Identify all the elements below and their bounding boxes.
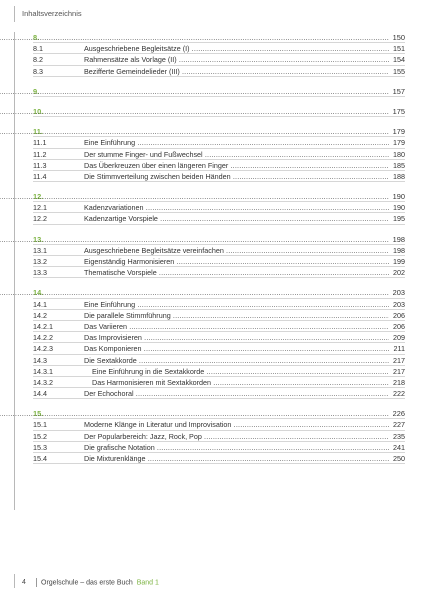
toc-entry (33, 245, 405, 256)
toc-entry (33, 213, 405, 224)
toc-title: Eine Einführung ..... (84, 137, 389, 148)
toc-page: 217 (393, 355, 405, 365)
toc-page: 199 (393, 257, 405, 266)
toc-page: 241 (393, 442, 405, 452)
toc-number: 13. (33, 234, 44, 244)
toc-title: Die Mixturenklänge ..... (84, 453, 389, 464)
toc-title: Eine Einführung ..... (84, 299, 389, 310)
toc-title: Der Popularbereich: Jazz, Rock, Pop ..... (84, 431, 389, 442)
toc-page: 150 (392, 33, 405, 42)
toc-entry (33, 377, 405, 388)
toc-number: 14.2.2 (33, 333, 53, 343)
toc-entry (33, 149, 405, 160)
toc-entry (33, 321, 405, 332)
running-header: Inhaltsverzeichnis (22, 9, 82, 18)
toc-chapter (33, 126, 405, 137)
toc-number: 14.2.1 (33, 321, 53, 331)
toc-page: 198 (392, 234, 405, 244)
toc-number: 11.1 (33, 138, 47, 148)
page-footer (22, 578, 159, 587)
toc-number: 8. (33, 33, 40, 42)
toc-page: 180 (393, 149, 405, 159)
toc-entry (33, 54, 405, 65)
toc-title: Die parallele Stimmführung ..... (84, 310, 389, 321)
toc-entry (33, 202, 405, 213)
toc-page: 198 (393, 245, 405, 255)
toc-title: Der stumme Finger- und Fußwechsel ..... (84, 149, 389, 160)
toc-number: 15.3 (33, 442, 47, 452)
toc-page: 222 (393, 389, 405, 399)
toc-number: 8.3 (33, 66, 43, 76)
toc-number: 14.2 (33, 310, 47, 320)
toc-page: 155 (393, 66, 405, 76)
toc-chapter (33, 287, 405, 298)
toc-title: Rahmensätze als Vorlage (II) ..... (84, 54, 389, 65)
toc-number: 15.2 (33, 431, 47, 441)
toc-entry (33, 419, 405, 430)
toc-title: Moderne Klänge in Literatur und Improvisation ..... (84, 419, 389, 430)
toc-number: 15. (33, 409, 44, 419)
toc-number: 14.3.2 (33, 377, 53, 387)
toc-page: 206 (393, 310, 405, 320)
toc-entry (33, 299, 405, 310)
toc-number: 8.2 (33, 55, 43, 65)
toc-page: 175 (392, 106, 405, 116)
toc-number: 11. (33, 127, 43, 137)
toc-title (0, 126, 389, 137)
toc-page: 195 (393, 214, 405, 224)
toc-title: Thematische Vorspiele ..... (84, 267, 389, 278)
toc-title (0, 191, 389, 202)
toc-page: 179 (393, 138, 405, 148)
footer-separator (36, 578, 37, 587)
toc-number: 13.1 (33, 245, 47, 255)
toc-number: 14.3.1 (33, 366, 53, 376)
toc-title: Eigenständig Harmonisieren ..... (84, 256, 389, 267)
toc-title (0, 408, 389, 419)
toc-title: Die grafische Notation ..... (84, 442, 389, 453)
toc-page: 250 (393, 454, 405, 463)
toc-entry (33, 442, 405, 453)
toc-title: Das Überkreuzen über einen längeren Finger ..... (84, 160, 389, 171)
toc-number: 13.3 (33, 268, 47, 278)
header-rule (14, 6, 15, 22)
toc-number: 9. (33, 86, 40, 96)
toc-number: 11.2 (33, 149, 47, 159)
toc-number: 14.1 (33, 299, 47, 309)
toc-page: 151 (393, 44, 405, 54)
toc-title (0, 32, 389, 43)
toc-number: 12.1 (33, 203, 47, 213)
toc-chapter (33, 234, 405, 245)
toc-chapter (33, 408, 405, 419)
toc-title: Ausgeschriebene Begleitsätze vereinfachen ..... (84, 245, 389, 256)
toc-page: 202 (393, 268, 405, 278)
toc-page: 190 (392, 192, 405, 202)
toc-page: 185 (393, 160, 405, 170)
toc-title (0, 106, 389, 117)
band-label: Band 1 (136, 579, 159, 587)
toc-entry (33, 137, 405, 148)
toc-title: Kadenzvariationen ..... (84, 202, 389, 213)
toc-number: 14.3 (33, 355, 47, 365)
toc-entry (33, 431, 405, 442)
toc-page: 179 (392, 127, 405, 137)
toc-page: 188 (393, 171, 405, 181)
toc-entry (33, 355, 405, 366)
toc-title: Die Stimmverteilung zwischen beiden Händen ..... (84, 171, 389, 182)
toc-number: 11.4 (33, 171, 47, 181)
toc-number: 8.1 (33, 44, 43, 54)
toc-number: 10. (33, 106, 44, 116)
toc-number: 12.2 (33, 214, 47, 224)
toc-page: 235 (393, 431, 405, 441)
toc-entry (33, 267, 405, 278)
toc-title: Bezifferte Gemeindelieder (III) ..... (84, 66, 389, 77)
book-title: Orgelschule – das erste Buch (41, 579, 133, 587)
table-of-contents (33, 32, 405, 464)
margin-rule (14, 32, 15, 510)
toc-page: 157 (392, 86, 405, 96)
footer-rule (14, 574, 15, 588)
toc-number: 12. (33, 192, 44, 202)
toc-entry (33, 332, 405, 343)
toc-entry (33, 43, 405, 54)
toc-title: Ausgeschriebene Begleitsätze (I) ..... (84, 43, 389, 54)
toc-page: 217 (393, 366, 405, 376)
toc-entry (33, 366, 405, 377)
toc-entry (33, 160, 405, 171)
toc-entry (33, 256, 405, 267)
toc-page: 227 (393, 420, 405, 430)
toc-number: 13.2 (33, 257, 47, 266)
toc-number: 15.4 (33, 454, 47, 463)
toc-title (0, 287, 389, 298)
toc-title: Das Komponieren ..... (84, 343, 389, 354)
toc-chapter (33, 86, 405, 97)
toc-page: 206 (393, 321, 405, 331)
page-number: 4 (22, 579, 26, 587)
toc-title: Das Improvisieren ..... (84, 332, 389, 343)
toc-chapter (33, 191, 405, 202)
toc-page: 209 (393, 333, 405, 343)
toc-entry (33, 171, 405, 182)
toc-entry (33, 66, 405, 77)
toc-page: 218 (393, 377, 405, 387)
toc-entry (33, 310, 405, 321)
toc-page: 203 (392, 288, 405, 298)
toc-page: 226 (392, 409, 405, 419)
toc-entry (33, 453, 405, 464)
toc-number: 14.4 (33, 389, 47, 399)
toc-number: 14. (33, 288, 44, 298)
toc-title: Das Variieren ..... (84, 321, 389, 332)
toc-page: 203 (393, 299, 405, 309)
toc-page: 154 (393, 55, 405, 65)
toc-number: 14.2.3 (33, 344, 53, 354)
toc-title: Der Echochoral ..... (84, 388, 389, 399)
toc-title: Kadenzartige Vorspiele ..... (84, 213, 389, 224)
toc-title (0, 234, 389, 245)
toc-page: 211 (393, 344, 405, 354)
toc-title: Eine Einführung in die Sextakkorde ..... (92, 366, 389, 377)
toc-number: 11.3 (33, 160, 47, 170)
toc-title: Die Sextakkorde ..... (84, 355, 389, 366)
toc-entry (33, 343, 405, 354)
toc-chapter (33, 106, 405, 117)
toc-title (0, 86, 389, 97)
toc-entry (33, 388, 405, 399)
toc-chapter (33, 32, 405, 43)
toc-number: 15.1 (33, 420, 47, 430)
toc-title: Das Harmonisieren mit Sextakkorden ..... (92, 377, 389, 388)
toc-page: 190 (393, 203, 405, 213)
